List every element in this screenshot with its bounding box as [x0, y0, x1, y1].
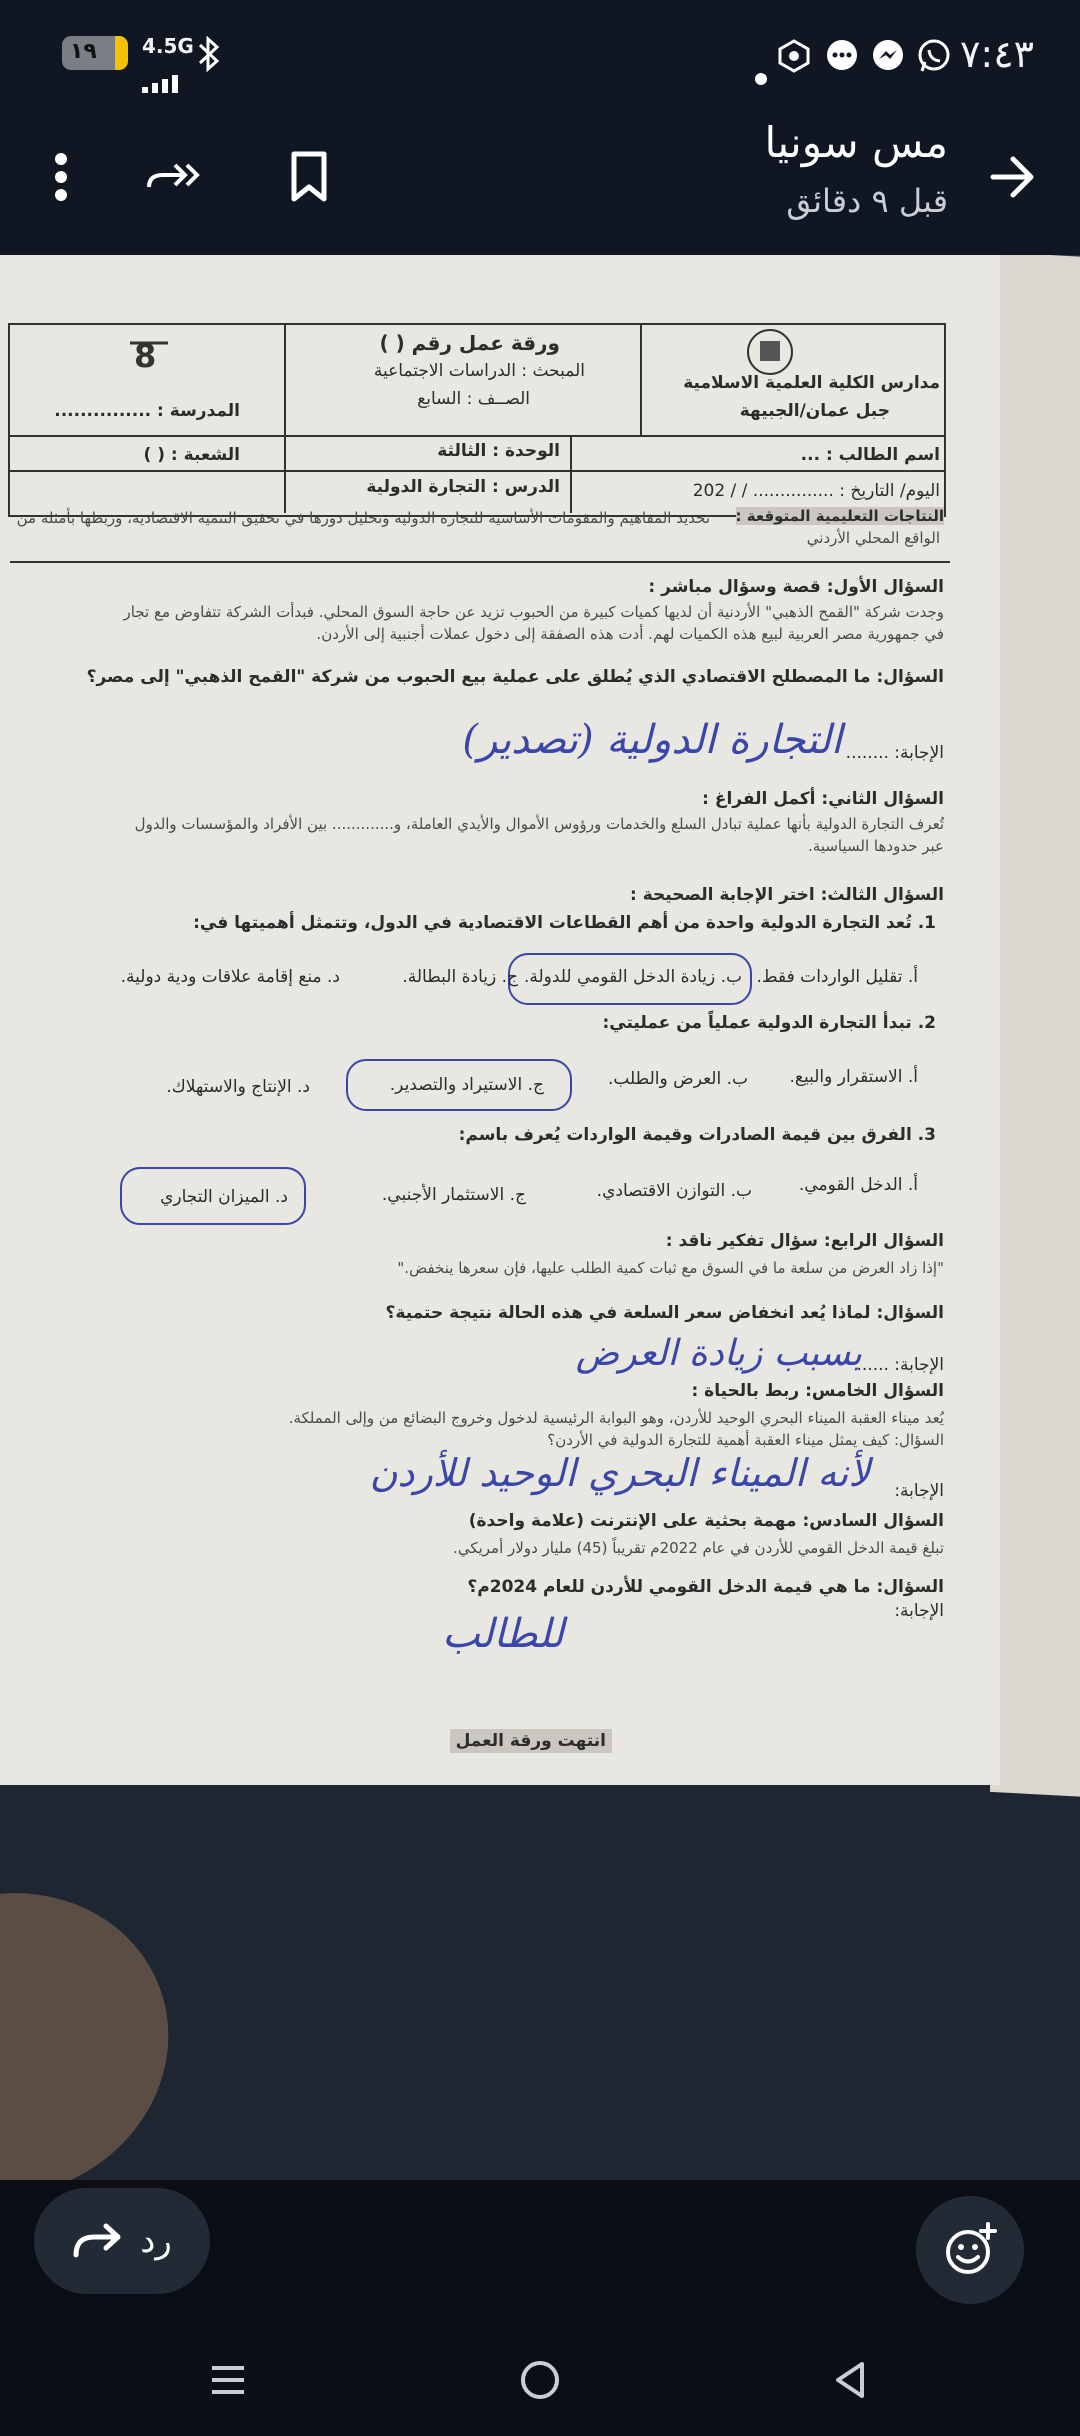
- recent-apps-button[interactable]: [198, 2350, 258, 2410]
- q3-item-3: 3. الفرق بين قيمة الصادرات وقيمة الواردات يُعرف باسم:: [458, 1125, 936, 1145]
- q3-title: السؤال الثالث: اختر الإجابة الصحيحة :: [630, 885, 944, 905]
- dot-icon: [755, 50, 767, 94]
- arrow-back-icon: [989, 155, 1037, 199]
- worksheet-title: ورقة عمل رقم ( ): [379, 331, 560, 355]
- q4-question: السؤال: لماذا يُعد انخفاض سعر السلعة في هذه الحالة نتيجة حتمية؟: [385, 1303, 944, 1323]
- school-branch: جبل عمان/الجبيهة: [739, 401, 890, 421]
- q1-handwritten-answer: التجارة الدولية (تصدير): [462, 717, 842, 763]
- add-reaction-button[interactable]: [916, 2196, 1024, 2304]
- second-sheet: [990, 255, 1080, 1798]
- app-bar: [0, 110, 1080, 255]
- q1-question: السؤال: ما المصطلح الاقتصادي الذي يُطلق على عملية بيع الحبوب من شركة "القمح الذهبي" إلى مصر؟: [86, 667, 944, 687]
- more-vert-icon: [53, 151, 69, 203]
- q4-handwritten-answer: بسبب زيادة العرض: [575, 1333, 862, 1374]
- back-triangle-icon: [830, 2358, 870, 2402]
- signal-icon: [142, 58, 186, 102]
- photo-viewer[interactable]: [0, 255, 1080, 2180]
- q6-text: تبلغ قيمة الدخل القومي للأردن في عام 2022م تقريباً (45) مليار دولار أمريكي.: [453, 1539, 944, 1557]
- add-emoji-icon: [942, 2222, 998, 2278]
- home-button[interactable]: [510, 2350, 570, 2410]
- q6-handwritten-answer: للطالب: [442, 1611, 564, 1657]
- q3-1-option-d: د. منع إقامة علاقات ودية دولية.: [120, 967, 340, 987]
- q6-title: السؤال السادس: مهمة بحثية على الإنترنت (علامة واحدة): [468, 1511, 944, 1531]
- q2-text-line2: عبر حدودها السياسية.: [808, 837, 944, 855]
- chat-icon: [824, 38, 860, 83]
- worksheet-subject: المبحث : الدراسات الاجتماعية: [373, 361, 585, 381]
- bluetooth-icon: [196, 36, 222, 81]
- back-button[interactable]: [978, 142, 1048, 212]
- q3-3-option-a: أ. الدخل القومي.: [798, 1175, 918, 1195]
- q3-item-1: 1. تُعد التجارة الدولية واحدة من أهم القطاعات الاقتصادية في الدول، وتتمثل أهميتها في:: [193, 913, 936, 933]
- sender-name: مس سونيا: [764, 118, 948, 167]
- q4-title: السؤال الرابع: سؤال تفكير ناقد :: [665, 1231, 944, 1251]
- q5-text: يُعد ميناء العقبة الميناء البحري الوحيد للأردن، وهو البوابة الرئيسية لدخول وخروج البضائع من وإلى المملكة.: [288, 1409, 944, 1427]
- q3-1-selected-circle: [508, 953, 752, 1005]
- q3-3-option-c: ج. الاستثمار الأجنبي.: [381, 1185, 526, 1205]
- battery-icon: [62, 36, 128, 70]
- end-of-worksheet: انتهت ورقة العمل: [450, 1729, 612, 1753]
- q1-title: السؤال الأول: قصة وسؤال مباشر :: [648, 577, 944, 597]
- date-field: اليوم/ التاريخ : ............... / / 202: [692, 481, 940, 501]
- q3-item-2: 2. تبدأ التجارة الدولية عملياً من عمليتي:: [602, 1013, 936, 1033]
- reply-arrow-icon: [72, 2221, 124, 2261]
- q5-title: السؤال الخامس: ربط بالحياة :: [691, 1381, 944, 1401]
- reply-label: رد: [140, 2221, 172, 2261]
- q4-answer-label: الإجابة: ......: [856, 1355, 944, 1375]
- status-bar: [0, 0, 1080, 110]
- student-name-field: اسم الطالب : ...: [800, 445, 940, 465]
- q3-1-option-c: ج. زيادة البطالة.: [402, 967, 518, 987]
- network-type: 4.5G: [142, 34, 194, 58]
- message-time: قبل ٩ دقائق: [786, 182, 948, 220]
- q5-answer-label: الإجابة:: [894, 1481, 944, 1501]
- q2-title: السؤال الثاني: أكمل الفراغ :: [702, 789, 944, 809]
- q1-story-line2: في جمهورية مصر العربية لبيع هذه الكميات لهم. أدت هذه الصفقة إلى دخول عملات أجنبية إلى الأردن.: [316, 625, 944, 643]
- forward-all-icon: [145, 157, 205, 197]
- recents-icon: [208, 2362, 248, 2398]
- worksheet-paper: [0, 255, 1000, 1785]
- q4-quote: "إذا زاد العرض من سلعة ما في السوق مع ثبات كمية الطلب عليها، فإن سعرها ينخفض.": [397, 1259, 944, 1277]
- whatsapp-icon: [916, 38, 952, 83]
- q3-2-option-a: أ. الاستقرار والبيع.: [789, 1067, 918, 1087]
- q6-question: السؤال: ما هي قيمة الدخل القومي للأردن للعام 2024م؟: [467, 1577, 944, 1597]
- school-name: مدارس الكلية العلمية الاسلامية: [683, 373, 940, 393]
- q3-3-option-d: د. الميزان التجاري: [160, 1187, 288, 1207]
- q3-3-selected-circle: [120, 1167, 306, 1225]
- lesson-field: الدرس : التجارة الدولية: [366, 477, 560, 497]
- section-field: الشعبة : ( ): [143, 445, 240, 465]
- app-icon: [776, 38, 812, 83]
- q1-answer-label: الإجابة: ........: [845, 743, 944, 763]
- clock: ٧:٤٣: [960, 32, 1035, 76]
- svg-text:8: 8: [134, 337, 157, 375]
- reply-button[interactable]: [34, 2188, 210, 2294]
- q3-2-option-d: د. الإنتاج والاستهلاك.: [166, 1077, 310, 1097]
- q3-1-option-a: أ. تقليل الواردات فقط.: [756, 967, 918, 987]
- outcomes-label: النتاجات التعليمية المتوقعة :: [735, 507, 944, 525]
- bookmark-button[interactable]: [274, 142, 344, 212]
- q3-2-option-b: ب. العرض والطلب.: [607, 1069, 748, 1089]
- q3-2-selected-circle: [346, 1059, 572, 1111]
- q5-handwritten-answer: لأنه الميناء البحري الوحيد للأردن: [369, 1451, 870, 1495]
- photo-background: [0, 1785, 1080, 2180]
- outcomes-text: تحديد المفاهيم والمقومات الأساسية للتجارة الدولية وتحليل دورها في تحقيق التنمية الاقتصادية، وربطها بأمثلة من: [16, 509, 710, 527]
- home-circle-icon: [518, 2358, 562, 2402]
- q3-2-option-c: ج. الاستيراد والتصدير.: [389, 1075, 544, 1095]
- outcomes-text-2: الواقع المحلي الأردني: [806, 529, 940, 547]
- system-back-button[interactable]: [820, 2350, 880, 2410]
- q5-question: السؤال: كيف يمثل ميناء العقبة أهمية للتجارة الدولية في الأردن؟: [547, 1431, 944, 1449]
- battery-level: ١٩: [70, 39, 97, 64]
- q3-3-option-b: ب. التوازن الاقتصادي.: [596, 1181, 752, 1201]
- q3-1-option-b: ب. زيادة الدخل القومي للدولة.: [523, 967, 742, 987]
- q2-text-line1: تُعرف التجارة الدولية بأنها عملية تبادل السلع والخدمات ورؤوس الأموال والأيدي العاملة، و............. بين الأفراد والمؤسسات والدول: [134, 815, 944, 833]
- bookmark-icon: [289, 151, 329, 203]
- unit-field: الوحدة : الثالثة: [437, 441, 560, 461]
- messenger-icon: [870, 38, 906, 83]
- forward-button[interactable]: [140, 142, 210, 212]
- worksheet-grade: الصــف : السابع: [417, 389, 530, 409]
- brand-logo: [128, 335, 172, 379]
- school-field: المدرسة : ...............: [54, 401, 240, 421]
- more-options-button[interactable]: [26, 142, 96, 212]
- q1-story-line1: وجدت شركة "القمح الذهبي" الأردنية أن لديها كميات كبيرة من الحبوب تزيد عن حاجة السوق المحلي. فبدأت الشركة تتفاوض مع تجار: [123, 603, 944, 621]
- q6-answer-label: الإجابة:: [894, 1601, 944, 1621]
